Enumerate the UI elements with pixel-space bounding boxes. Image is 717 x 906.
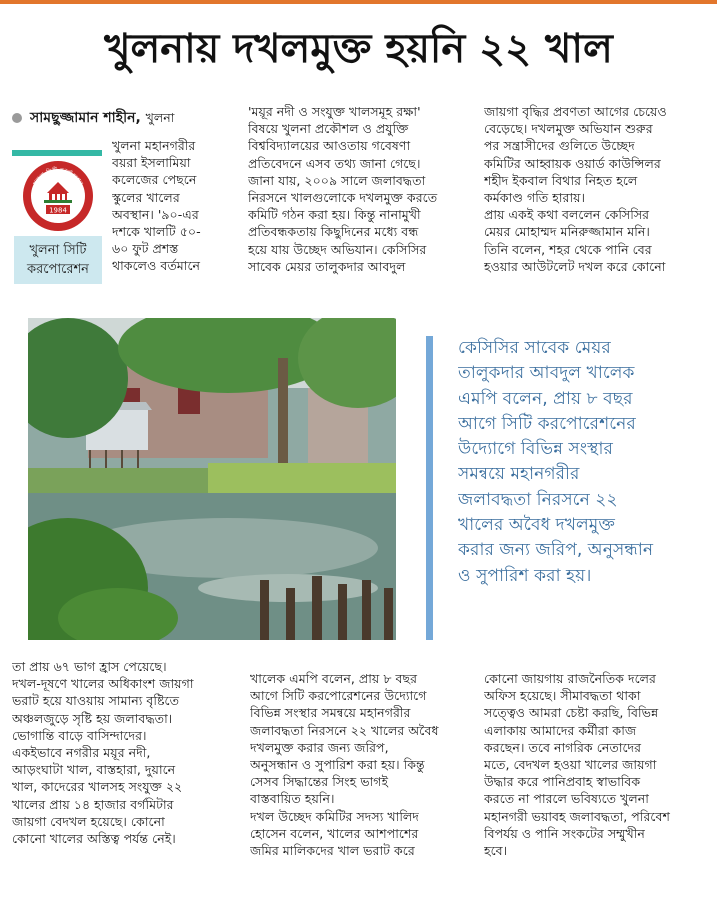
text-line: দখলমুক্ত করার জন্য জরিপ, xyxy=(250,739,389,755)
text-line: অফিস হয়েছে। সীমাবদ্ধতা থাকা xyxy=(484,688,641,704)
top-accent-rule xyxy=(0,0,717,4)
pullquote-line: এমপি বলেন, প্রায় ৮ বছর xyxy=(458,388,633,409)
accent-bar xyxy=(12,150,102,156)
pullquote-line: সমন্বয়ে মহানগরীর xyxy=(458,464,580,485)
text-line: জলাবদ্ধতা নিরসনে ২২ খালের অবৈধ xyxy=(250,722,439,738)
byline xyxy=(12,108,242,128)
text-line: বয়রা ইসলামিয়া xyxy=(112,155,191,171)
text-line: প্রতিবন্ধকতায় কিছুদিনের মধ্যে বন্ধ xyxy=(248,224,419,240)
canal-photo xyxy=(28,318,396,640)
text-line: জায়গা বৃদ্ধির প্রবণতা আগের চেয়েও xyxy=(484,104,667,119)
text-line: দখল উচ্ছেদ কমিটির সদস্য খালিদ xyxy=(250,808,419,824)
text-line: কর্মকাণ্ড গতি হারায়। xyxy=(484,190,586,206)
text-line: প্রায় একই কথা বললেন কেসিসির xyxy=(484,207,650,223)
text-line: একইভাবে নগরীর ময়ূর নদী, xyxy=(12,745,151,761)
pullquote-line: আগে সিটি করপোরেশনের xyxy=(458,413,636,434)
pullquote-line: খালের অবৈধ দখলমুক্ত xyxy=(458,515,616,536)
text-line: কোনো জায়গায় রাজনৈতিক দলের xyxy=(484,671,656,686)
byline-author: সামছুজ্জামান শাহীন, xyxy=(30,110,141,126)
text-line: ভরাট হয়ে যাওয়ায় সামান্য বৃষ্টিতে xyxy=(12,693,180,709)
text-line: সত্ত্বেও আমরা চেষ্টা করছি, বিভিন্ন xyxy=(484,705,659,721)
text-line: করছেন। তবে নাগরিক নেতাদের xyxy=(484,739,642,755)
text-line: খালেক এমপি বলেন, প্রায় ৮ বছর xyxy=(250,671,418,686)
column-2-top xyxy=(248,103,472,279)
text-line: সাবেক মেয়র তালুকদার আবদুল xyxy=(248,258,406,274)
text-line: দখল-দূষণে খালের অধিকাংশ জায়গা xyxy=(12,676,194,692)
logo-ring-text-en: KHULNA CITY CORPORATION xyxy=(33,202,83,226)
logo-ring-text: খুলনা সিটি কর্পোরেশন xyxy=(31,166,85,187)
column-3-bottom xyxy=(484,670,710,866)
column-1-bottom xyxy=(12,658,246,854)
text-line: অবস্থান। '৯০-এর xyxy=(112,206,199,222)
headline: খুলনায় দখলমুক্ত হয়নি ২২ খাল xyxy=(104,26,613,72)
bullet-dot-icon xyxy=(12,113,22,123)
text-line: পর সন্ত্রাসীদের গুলিতে উচ্ছেদ xyxy=(484,138,635,154)
text-line: খাল, কাদেরের খালসহ সংযুক্ত ২২ xyxy=(12,779,183,795)
text-line: ৬০ ফুট প্রশস্ত xyxy=(112,241,179,257)
text-line: শহীদ ইকবাল বিথার নিহত হলে xyxy=(484,172,638,188)
city-label-line-1: খুলনা সিটি xyxy=(29,243,87,258)
text-line: আড়ংঘাটা খাল, বাস্তহারা, দুয়ানে xyxy=(12,762,176,778)
text-line: কলেজের পেছনে xyxy=(112,172,197,188)
pullquote-line: জলাবদ্ধতা নিরসনে ২২ xyxy=(458,489,618,510)
text-line: আগে সিটি করপোরেশনের উদ্যোগে xyxy=(250,688,427,704)
text-line: দশকে খালটি ৫০- xyxy=(112,224,201,240)
text-line: হবে। xyxy=(484,843,508,859)
text-line: জানা যায়, ২০০৯ সালে জলাবদ্ধতা xyxy=(248,172,426,188)
column-3-top xyxy=(484,103,710,279)
khulna-city-corporation-logo xyxy=(22,160,94,232)
logo-year: 1984 xyxy=(49,206,67,215)
text-line: হোসেন বলেন, খালের আশপাশের xyxy=(250,825,419,841)
text-line: স্কুলের খালের xyxy=(112,189,180,205)
column-2-bottom xyxy=(250,670,476,866)
text-line: তিনি বলেন, শহর থেকে পানি বের xyxy=(484,241,652,257)
text-line: এলাকায় আমাদের কর্মীরা কাজ xyxy=(484,722,637,738)
text-line: প্রতিবেদনে এসব তথ্য জানা গেছে। xyxy=(248,155,421,171)
pullquote xyxy=(458,336,708,632)
text-line: বিপর্যয় ও পানি সংকটের সম্মুখীন xyxy=(484,825,645,841)
text-line: হয়ে যায় উচ্ছেদ অভিযান। কেসিসির xyxy=(248,241,427,257)
text-line: কমিটি গঠন করা হয়। কিন্তু নানামুখী xyxy=(248,207,421,223)
pullquote-line: কেসিসির সাবেক মেয়র xyxy=(458,338,611,358)
city-label-line-2: করপোরেশন xyxy=(27,262,89,277)
byline-location: খুলনা xyxy=(145,110,175,125)
pullquote-line: তালুকদার আবদুল খালেক xyxy=(458,363,635,384)
text-line: খালের প্রায় ১৪ হাজার বর্গমিটার xyxy=(12,796,174,812)
text-line: নিরসনে খালগুলোকে দখলমুক্ত করতে xyxy=(248,190,438,206)
pullquote-line: উদ্যোগে বিভিন্ন সংস্থার xyxy=(458,439,613,460)
text-line: হওয়ার আউটলেট দখল করে কোনো xyxy=(484,258,666,274)
text-line: জায়গা বেদখল হয়েছে। কোনো xyxy=(12,813,165,829)
text-line: বিষয়ে খুলনা প্রকৌশল ও প্রযুক্তি xyxy=(248,121,409,137)
pullquote-line: করার জন্য জরিপ, অনুসন্ধান xyxy=(458,540,654,561)
text-line: সেসব সিদ্ধান্তের সিংহ ভাগই xyxy=(250,774,389,790)
text-line: খুলনা মহানগরীর xyxy=(112,138,196,153)
text-line: জমির মালিকদের খাল ভরাট করে xyxy=(250,843,415,859)
text-line: কমিটির আহ্বায়ক ওয়ার্ড কাউন্সিলর xyxy=(484,155,661,171)
text-line: অনুসন্ধান ও সুপারিশ করা হয়। কিন্তু xyxy=(250,757,425,773)
text-line: ভোগান্তি বাড়ে বাসিন্দাদের। xyxy=(12,727,147,743)
text-line: বিভিন্ন সংস্থার সমন্বয়ে মহানগরীর xyxy=(250,705,411,721)
column-1-top xyxy=(112,137,252,277)
text-line: বেড়েছে। দখলমুক্ত অভিযান শুরুর xyxy=(484,121,653,137)
text-line: তা প্রায় ৬৭ ভাগ হ্রাস পেয়েছে। xyxy=(12,659,167,674)
text-line: বিশ্ববিদ্যালয়ের আওতায় গবেষণা xyxy=(248,138,411,154)
text-line: মতে, বেদখল হওয়া খালের জায়গা xyxy=(484,757,657,773)
text-line: 'ময়ূর নদী ও সংযুক্ত খালসমূহ রক্ষা' xyxy=(248,104,421,119)
city-corporation-label-box xyxy=(14,236,102,284)
text-line: কোনো খালের অস্তিত্ব পর্যন্ত নেই। xyxy=(12,831,176,847)
text-line: অঞ্চলজুড়ে সৃষ্টি হয় জলাবদ্ধতা। xyxy=(12,710,173,726)
text-line: করতে না পারলে ভবিষ্যতে খুলনা xyxy=(484,791,649,807)
text-line: থাকলেও বর্তমানে xyxy=(112,258,201,274)
text-line: উদ্ধার করে পানিপ্রবাহ স্বাভাবিক xyxy=(484,774,641,790)
pullquote-accent-bar xyxy=(426,336,433,640)
pullquote-line: ও সুপারিশ করা হয়। xyxy=(458,565,592,586)
text-line: বাস্তবায়িত হয়নি। xyxy=(250,791,335,807)
text-line: মেয়র মোহাম্মদ মনিরুজ্জামান মনি। xyxy=(484,224,650,240)
text-line: মহানগরী ভয়াবহ জলাবদ্ধতা, পরিবেশ xyxy=(484,808,670,824)
